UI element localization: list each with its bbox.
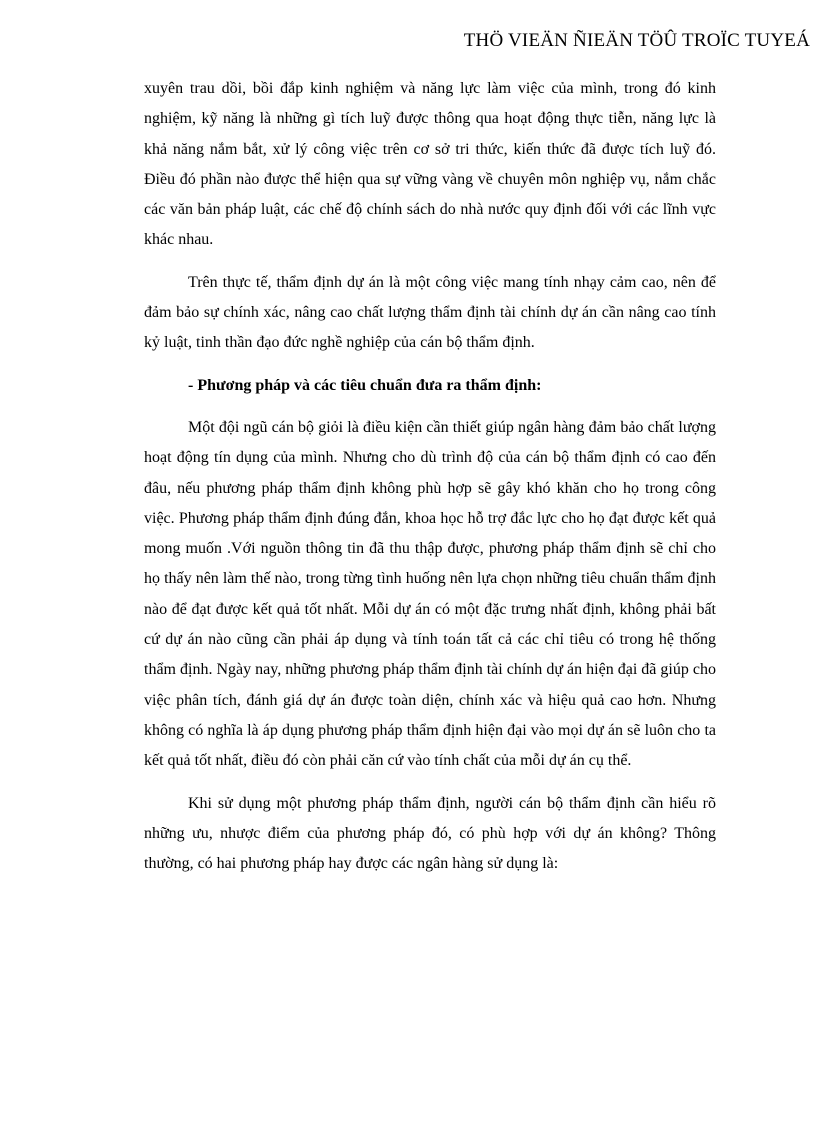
page-header-title: THÖ VIEÄN ÑIEÄN TÖÛ TROÏC TUYEÁ (463, 30, 810, 51)
paragraph-4: Khi sử dụng một phương pháp thẩm định, người cán bộ thẩm định cần hiểu rõ những ưu, nhược điểm của phương pháp đó, có phù hợp với dự án không? Thông thường, có hai phương pháp hay được các ngân hàng sử dụng là: (144, 794, 716, 873)
document-body (144, 74, 716, 891)
paragraph-3: Một đội ngũ cán bộ giỏi là điều kiện cần thiết giúp ngân hàng đảm bảo chất lượng hoạt động tín dụng của mình. Nhưng cho dù trình độ của cán bộ thẩm định có cao đến đâu, nếu phương pháp thẩm định không phù hợp sẽ gây khó khăn cho họ trong công việc. Phương pháp thẩm định đúng đắn, khoa học hỗ trợ đắc lực cho họ đạt được kết quả mong muốn .Với nguồn thông tin đã thu thập được, phương pháp thẩm định sẽ chỉ cho họ thấy nên làm thế nào, trong từng tình huống nên lựa chọn những tiêu chuẩn thẩm định nào để đạt được kết quả tốt nhất. Mỗi dự án có một đặc trưng nhất định, không phải bất cứ dự án nào cũng cần phải áp dụng và tính toán tất cả các chỉ tiêu có trong hệ thống thẩm định. Ngày nay, những phương pháp thẩm định tài chính dự án hiện đại đã giúp cho việc phân tích, đánh giá dự án được toàn diện, chính xác và hiệu quả cao hơn. Nhưng không có nghĩa là áp dụng phương pháp thẩm định hiện đại vào mọi dự án sẽ luôn cho ta kết quả tốt nhất, điều đó còn phải căn cứ vào tính chất của mỗi dự án cụ thể. (144, 418, 716, 770)
paragraph-1: xuyên trau dồi, bồi đắp kinh nghiệm và năng lực làm việc của mình, trong đó kinh nghiệm, kỹ năng là những gì tích luỹ được thông qua hoạt động thực tiễn, năng lực là khả năng nắm bắt, xử lý công việc trên cơ sở tri thức, kiến thức đã được tích luỹ đó. Điều đó phần nào được thể hiện qua sự vững vàng về chuyên môn nghiệp vụ, nắm chắc các văn bản pháp luật, các chế độ chính sách do nhà nước quy định đối với các lĩnh vực khác nhau. (144, 80, 716, 249)
section-heading: - Phương pháp và các tiêu chuẩn đưa ra thẩm định: (188, 376, 542, 394)
paragraph-2: Trên thực tế, thẩm định dự án là một công việc mang tính nhạy cảm cao, nên để đảm bảo sự chính xác, nâng cao chất lượng thẩm định tài chính dự án cần nâng cao tính kỷ luật, tinh thần đạo đức nghề nghiệp của cán bộ thẩm định. (144, 273, 716, 352)
